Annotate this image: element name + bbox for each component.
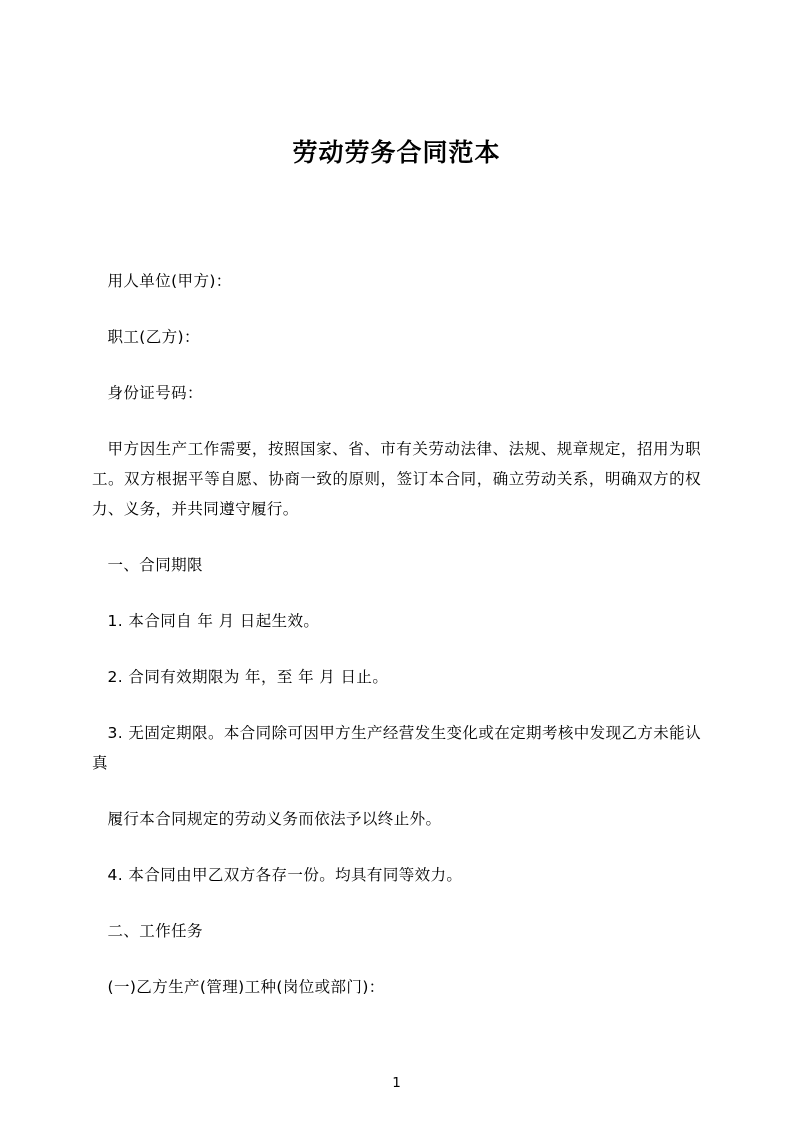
section-heading-contract-term: 一、合同期限 (107, 556, 203, 574)
paragraph-preamble: 甲方因生产工作需要，按照国家、省、市有关劳动法律、法规、规章规定，招用为职工。双方根据平等自愿、协商一致的原则，签订本合同，确立劳动关系，明确双方的权力、义务，并共同遵守履行。 (92, 440, 701, 518)
document-body (0, 266, 793, 1002)
clause-1-1: 1. 本合同自 年 月 日起生效。 (107, 612, 320, 630)
clause-1-2: 2. 合同有效期限为 年，至 年 月 日止。 (107, 668, 389, 686)
paragraph-employer: 用人单位(甲方)： (107, 272, 232, 290)
clause-2-1: (一)乙方生产(管理)工种(岗位或部门)： (107, 978, 385, 996)
page-title: 劳动劳务合同范本 (292, 138, 501, 167)
clause-1-3-continuation: 履行本合同规定的劳动义务而依法予以终止外。 (107, 810, 442, 828)
clause-1-3: 3. 无固定期限。本合同除可因甲方生产经营发生变化或在定期考核中发现乙方未能认真 (92, 724, 701, 772)
paragraph-employee: 职工(乙方)： (107, 328, 200, 346)
page-number: 1 (392, 1075, 401, 1091)
clause-1-4: 4. 本合同由甲乙双方各存一份。均具有同等效力。 (107, 866, 463, 884)
section-heading-work-duties: 二、工作任务 (107, 922, 203, 940)
paragraph-id-number: 身份证号码： (107, 384, 203, 402)
